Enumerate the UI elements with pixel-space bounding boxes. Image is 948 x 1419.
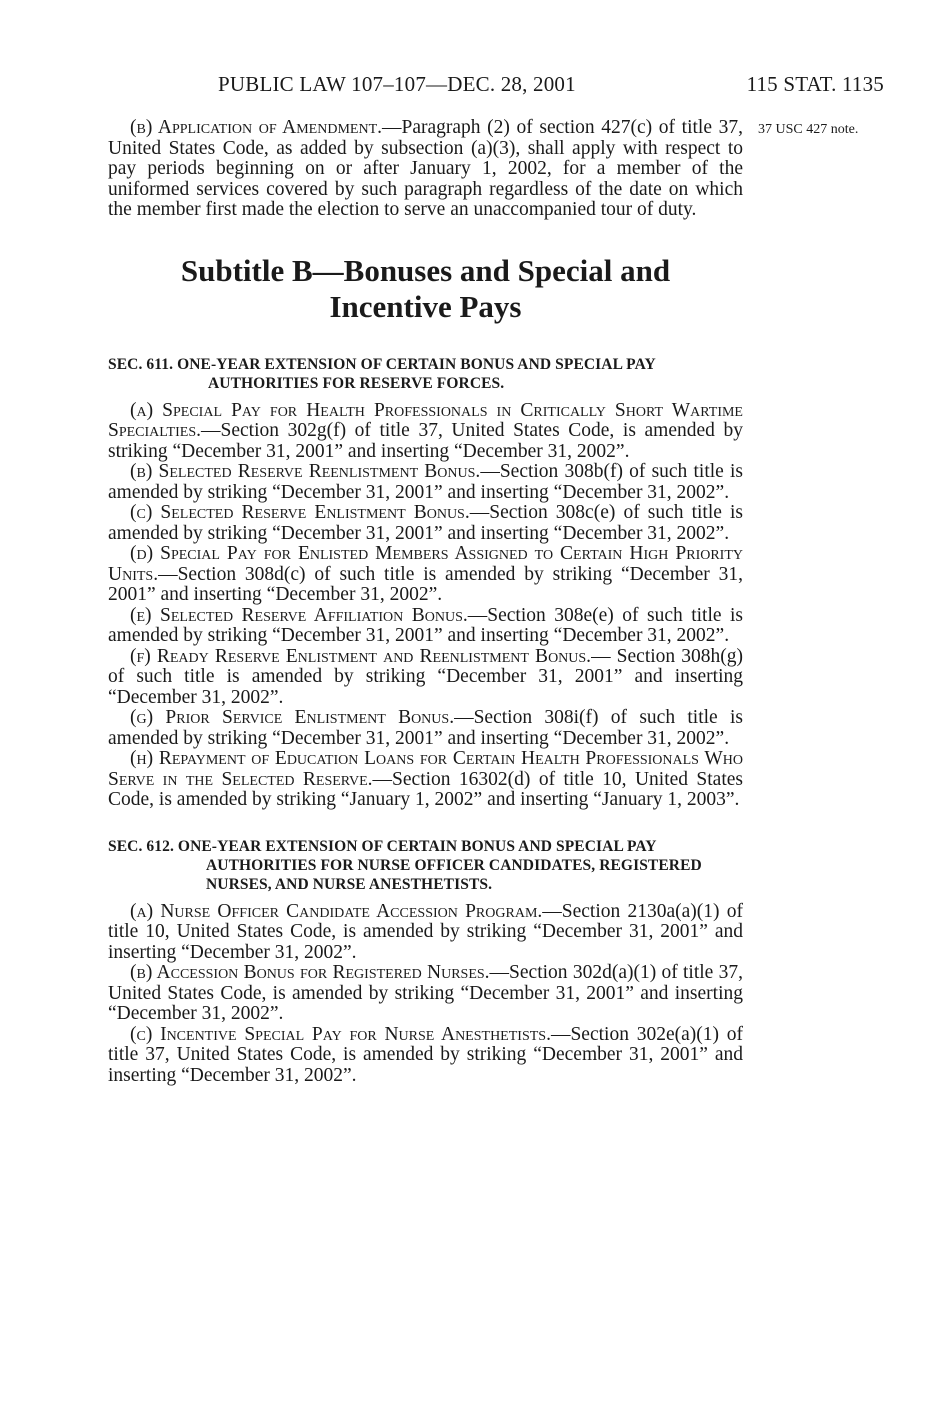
- para-text: — Section 308h(g) of such title is amended by striking “December 31, 2001” and inserting “December 31, 2002”.: [108, 645, 743, 708]
- para-text: —Section 308b(f) of such title is amended by striking “December 31, 2001” and inserting “December 31, 2002”.: [108, 461, 743, 503]
- para-text: —Section 308c(e) of such title is amended by striking “December 31, 2001” and inserting “December 31, 2002”.: [108, 502, 744, 544]
- para-heading: (c) Selected Reserve Enlistment Bonus.: [130, 502, 470, 523]
- subtitle-line-2: Incentive Pays: [329, 288, 522, 324]
- section-title: ONE-YEAR EXTENSION OF CERTAIN BONUS AND SPECIAL PAY AUTHORITIES FOR NURSE OFFICER CANDIDATES, REGISTERED NURSES, AND NURSE ANESTHETISTS.: [177, 837, 702, 893]
- header-stat-page: 115 STAT. 1135: [746, 72, 884, 96]
- section-612-heading: [108, 837, 743, 894]
- sec611-para-d: [108, 544, 743, 606]
- subtitle-line-1: Subtitle B—Bonuses and Special and: [180, 252, 671, 288]
- para-heading: (a) Special Pay for Health Professionals in Critically Short Wartime Specialties.: [108, 399, 743, 441]
- section-title: ONE-YEAR EXTENSION OF CERTAIN BONUS AND SPECIAL PAY AUTHORITIES FOR RESERVE FORCES.: [177, 355, 656, 392]
- para-text: —Section 302e(a)(1) of title 37, United States Code, is amended by striking “December 31, 2001” and inserting “December 31, 2002”.: [108, 1023, 743, 1086]
- sec611-para-h: [108, 749, 743, 811]
- sec611-para-g: [108, 708, 743, 749]
- para-heading: (f) Ready Reserve Enlistment and Reenlistment Bonus.: [130, 645, 592, 667]
- para-text: —Section 308i(f) of such title is amended by striking “December 31, 2001” and inserting “December 31, 2002”.: [108, 707, 743, 749]
- section-number: SEC. 612.: [108, 837, 174, 855]
- para-heading: (a) Nurse Officer Candidate Accession Program.: [130, 900, 543, 922]
- document-body: [108, 118, 743, 1086]
- sec611-para-e: [108, 606, 743, 647]
- para-text: —Paragraph (2) of section 427(c) of title 37, United States Code, as added by subsection (a)(3), shall apply with respect to pay periods beginning on or after January 1, 2002, for a member of the uniformed services covered by such paragraph regardless of the date on which the member first made the election to serve an unaccompanied tour of duty.: [108, 117, 743, 220]
- sec611-para-b: [108, 462, 743, 503]
- sec611-para-a: [108, 401, 743, 463]
- para-text: —Section 2130a(a)(1) of title 10, United States Code, is amended by striking “December 31, 2001” and inserting “December 31, 2002”.: [108, 900, 743, 963]
- margin-note: 37 USC 427 note.: [758, 122, 859, 137]
- subtitle-heading: [108, 253, 743, 325]
- sec612-para-a: [108, 902, 743, 964]
- section-number: SEC. 611.: [108, 355, 174, 373]
- intro-paragraph: [108, 118, 743, 221]
- para-text: —Section 302g(f) of title 37, United States Code, is amended by striking “December 31, 2001” and inserting “December 31, 2002”.: [108, 420, 743, 462]
- para-heading: (e) Selected Reserve Affiliation Bonus.: [130, 604, 468, 626]
- sec612-para-c: [108, 1025, 743, 1087]
- para-text: —Section 308e(e) of such title is amended by striking “December 31, 2001” and inserting “December 31, 2002”.: [108, 604, 744, 646]
- para-text: —Section 308d(c) of such title is amended by striking “December 31, 2001” and inserting “December 31, 2002”.: [108, 563, 743, 605]
- para-text: —Section 302d(a)(1) of title 37, United States Code, is amended by striking “December 31, 2001” and inserting “December 31, 2002”.: [108, 962, 743, 1024]
- para-heading: (h) Repayment of Education Loans for Certain Health Professionals Who Serve in the Selected Reserve.: [108, 748, 743, 790]
- para-heading: (b) Accession Bonus for Registered Nurses.: [130, 962, 490, 983]
- para-heading: (b) Selected Reserve Reenlistment Bonus.: [130, 461, 481, 482]
- header-public-law: PUBLIC LAW 107–107—DEC. 28, 2001: [218, 72, 576, 96]
- section-611-heading: [108, 355, 743, 393]
- para-heading: (b) Application of Amendment.: [130, 117, 382, 138]
- para-heading: (g) Prior Service Enlistment Bonus.: [130, 707, 455, 728]
- page-header: [218, 72, 884, 102]
- para-heading: (c) Incentive Special Pay for Nurse Anesthetists.: [130, 1023, 551, 1045]
- para-heading: (d) Special Pay for Enlisted Members Assigned to Certain High Priority Units.: [108, 543, 743, 585]
- sec611-para-c: [108, 503, 743, 544]
- sec612-para-b: [108, 963, 743, 1025]
- para-text: —Section 16302(d) of title 10, United States Code, is amended by striking “January 1, 2002” and inserting “January 1, 2003”.: [108, 768, 743, 810]
- sec611-para-f: [108, 647, 743, 709]
